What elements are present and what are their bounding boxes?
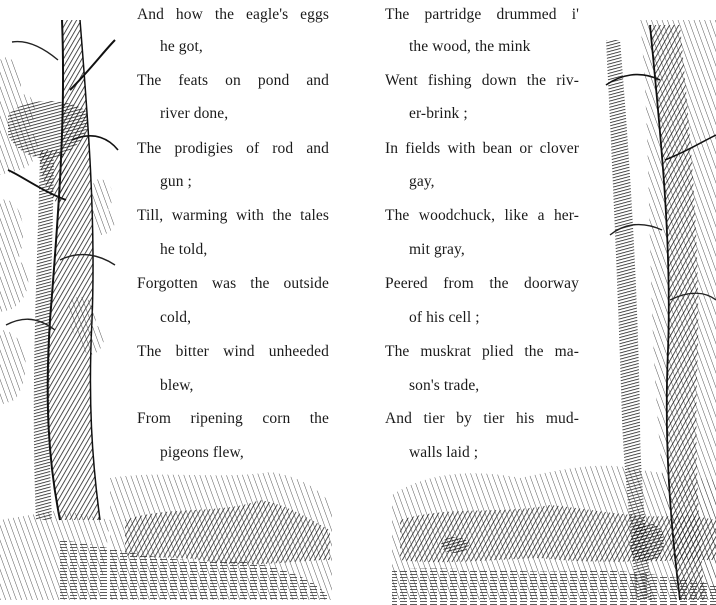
poem-line: Peered from the doorway <box>385 275 579 292</box>
poem-line: he got, <box>160 38 203 55</box>
poem-line: pigeons flew, <box>160 444 244 461</box>
poem-line: son's trade, <box>409 377 480 394</box>
poem-line: gun ; <box>160 173 192 190</box>
poem-line: the wood, the mink <box>409 38 531 55</box>
poem-line: walls laid ; <box>409 444 479 461</box>
poem-line: Forgotten was the outside <box>137 275 329 292</box>
poem-line: The feats on pond and <box>137 72 329 89</box>
poem-line: mit gray, <box>409 241 465 258</box>
poem-line: he told, <box>160 241 208 258</box>
poem-line: cold, <box>160 309 192 326</box>
poem-line: The bitter wind unheeded <box>137 343 329 360</box>
poem-line: The woodchuck, like a her- <box>385 207 579 224</box>
poem-line: er-brink ; <box>409 105 468 122</box>
poem-line: of his cell ; <box>409 309 480 326</box>
poem-line: river done, <box>160 105 229 122</box>
poem-line: And how the eagle's eggs <box>137 6 329 23</box>
poem-line: The partridge drummed i' <box>385 6 579 23</box>
poem-line: In fields with bean or clover <box>385 140 579 157</box>
poem-line: From ripening corn the <box>137 410 329 427</box>
poem-line: Till, warming with the tales <box>137 207 329 224</box>
poem-line: The prodigies of rod and <box>137 140 329 157</box>
poem-line: Went fishing down the riv- <box>385 72 579 89</box>
poem-line: blew, <box>160 377 194 394</box>
poem-line: And tier by tier his mud- <box>385 410 579 427</box>
poem-line: gay, <box>409 173 435 190</box>
poem-line: The muskrat plied the ma- <box>385 343 579 360</box>
